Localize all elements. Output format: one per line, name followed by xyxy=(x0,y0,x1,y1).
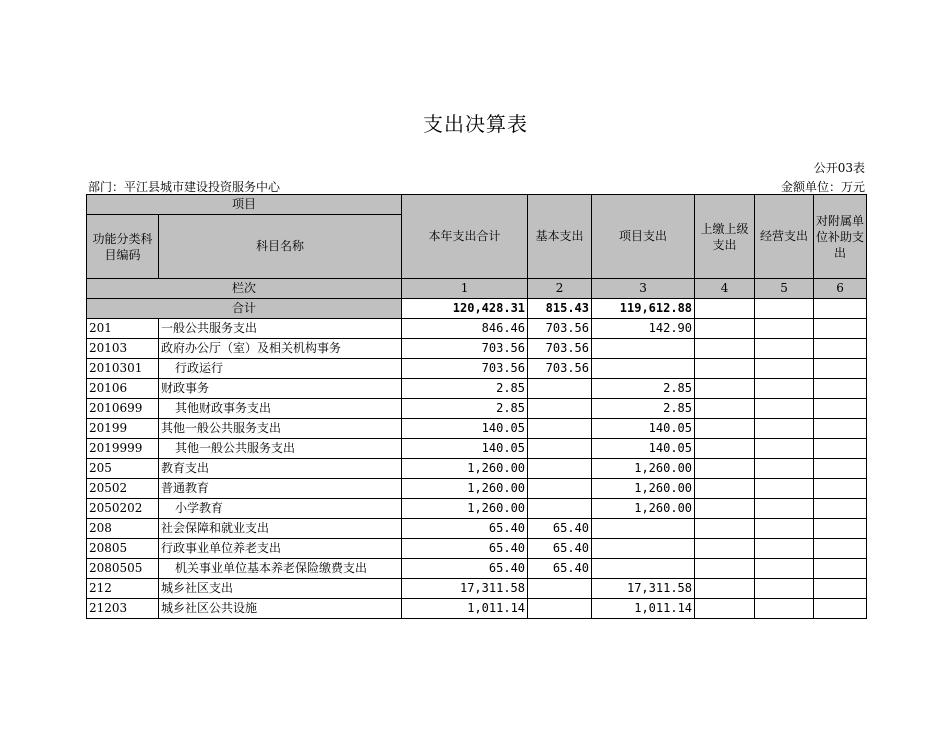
row-project xyxy=(592,359,695,379)
row-code: 201 xyxy=(87,319,159,339)
row-subsidy xyxy=(814,399,867,419)
row-code: 212 xyxy=(87,579,159,599)
col-index-3: 3 xyxy=(592,279,695,299)
row-name: 社会保障和就业支出 xyxy=(159,519,402,539)
row-code: 2050202 xyxy=(87,499,159,519)
row-code: 20106 xyxy=(87,379,159,399)
expenditure-table xyxy=(86,194,867,619)
row-project: 1,260.00 xyxy=(592,459,695,479)
row-business xyxy=(755,379,814,399)
row-total: 65.40 xyxy=(402,519,528,539)
table-row xyxy=(87,539,867,559)
row-basic xyxy=(528,579,592,599)
header-project-expense: 项目支出 xyxy=(592,195,695,279)
table-row xyxy=(87,359,867,379)
page-title: 支出决算表 xyxy=(423,112,528,136)
row-superior xyxy=(695,419,755,439)
row-name: 城乡社区公共设施 xyxy=(159,599,402,619)
sum-basic: 815.43 xyxy=(528,299,592,319)
row-total: 1,260.00 xyxy=(402,459,528,479)
row-project: 2.85 xyxy=(592,379,695,399)
row-total: 1,260.00 xyxy=(402,479,528,499)
row-total: 17,311.58 xyxy=(402,579,528,599)
row-basic: 65.40 xyxy=(528,559,592,579)
row-name: 其他财政事务支出 xyxy=(159,399,402,419)
table-row xyxy=(87,599,867,619)
row-subsidy xyxy=(814,439,867,459)
row-basic: 65.40 xyxy=(528,519,592,539)
header-business: 经营支出 xyxy=(755,195,814,279)
row-superior xyxy=(695,439,755,459)
row-name: 机关事业单位基本养老保险缴费支出 xyxy=(159,559,402,579)
row-total: 140.05 xyxy=(402,419,528,439)
row-business xyxy=(755,559,814,579)
row-subsidy xyxy=(814,459,867,479)
row-business xyxy=(755,339,814,359)
row-project: 1,011.14 xyxy=(592,599,695,619)
row-subsidy xyxy=(814,539,867,559)
row-business xyxy=(755,439,814,459)
row-name: 财政事务 xyxy=(159,379,402,399)
header-project: 项目 xyxy=(87,195,402,215)
sum-subsidy xyxy=(814,299,867,319)
row-basic xyxy=(528,379,592,399)
col-index-2: 2 xyxy=(528,279,592,299)
row-superior xyxy=(695,599,755,619)
header-total: 本年支出合计 xyxy=(402,195,528,279)
col-index-1: 1 xyxy=(402,279,528,299)
row-total: 703.56 xyxy=(402,339,528,359)
row-name: 其他一般公共服务支出 xyxy=(159,439,402,459)
sum-business xyxy=(755,299,814,319)
row-business xyxy=(755,419,814,439)
row-total: 65.40 xyxy=(402,539,528,559)
row-subsidy xyxy=(814,479,867,499)
row-project xyxy=(592,559,695,579)
table-row xyxy=(87,399,867,419)
row-name: 一般公共服务支出 xyxy=(159,319,402,339)
row-code: 2019999 xyxy=(87,439,159,459)
table-row xyxy=(87,579,867,599)
row-subsidy xyxy=(814,579,867,599)
row-code: 20199 xyxy=(87,419,159,439)
row-code: 208 xyxy=(87,519,159,539)
header-superior: 上缴上级支出 xyxy=(695,195,755,279)
col-index-5: 5 xyxy=(755,279,814,299)
row-name: 城乡社区支出 xyxy=(159,579,402,599)
row-name: 小学教育 xyxy=(159,499,402,519)
row-subsidy xyxy=(814,359,867,379)
row-superior xyxy=(695,499,755,519)
row-business xyxy=(755,459,814,479)
table-row xyxy=(87,339,867,359)
row-code: 205 xyxy=(87,459,159,479)
row-subsidy xyxy=(814,519,867,539)
row-superior xyxy=(695,539,755,559)
row-superior xyxy=(695,359,755,379)
row-subsidy xyxy=(814,499,867,519)
row-business xyxy=(755,539,814,559)
col-index-4: 4 xyxy=(695,279,755,299)
row-total: 2.85 xyxy=(402,399,528,419)
row-business xyxy=(755,579,814,599)
header-code: 功能分类科目编码 xyxy=(87,215,159,279)
row-basic xyxy=(528,419,592,439)
row-subsidy xyxy=(814,379,867,399)
row-subsidy xyxy=(814,319,867,339)
row-subsidy xyxy=(814,599,867,619)
row-business xyxy=(755,499,814,519)
row-code: 20502 xyxy=(87,479,159,499)
row-total: 65.40 xyxy=(402,559,528,579)
row-name: 政府办公厅（室）及相关机构事务 xyxy=(159,339,402,359)
sum-row xyxy=(87,299,867,319)
row-subsidy xyxy=(814,559,867,579)
table-row xyxy=(87,319,867,339)
row-basic xyxy=(528,479,592,499)
row-subsidy xyxy=(814,339,867,359)
header-column-index: 栏次 xyxy=(87,279,402,299)
table-row xyxy=(87,499,867,519)
row-business xyxy=(755,479,814,499)
department-label: 部门：平江县城市建设投资服务中心 xyxy=(88,180,281,194)
row-business xyxy=(755,359,814,379)
row-total: 1,260.00 xyxy=(402,499,528,519)
table-row xyxy=(87,439,867,459)
sum-project: 119,612.88 xyxy=(592,299,695,319)
row-project: 140.05 xyxy=(592,439,695,459)
row-business xyxy=(755,599,814,619)
row-total: 1,011.14 xyxy=(402,599,528,619)
row-superior xyxy=(695,579,755,599)
sum-label: 合计 xyxy=(87,299,402,319)
header-name: 科目名称 xyxy=(159,215,402,279)
unit-label: 金额单位：万元 xyxy=(780,180,865,194)
row-basic xyxy=(528,439,592,459)
row-superior xyxy=(695,339,755,359)
row-subsidy xyxy=(814,419,867,439)
row-name: 普通教育 xyxy=(159,479,402,499)
row-total: 2.85 xyxy=(402,379,528,399)
row-superior xyxy=(695,399,755,419)
col-index-6: 6 xyxy=(814,279,867,299)
row-project xyxy=(592,339,695,359)
row-project: 142.90 xyxy=(592,319,695,339)
table-row xyxy=(87,559,867,579)
row-project: 1,260.00 xyxy=(592,479,695,499)
row-basic: 703.56 xyxy=(528,359,592,379)
row-superior xyxy=(695,459,755,479)
table-row xyxy=(87,479,867,499)
row-basic: 65.40 xyxy=(528,539,592,559)
row-basic xyxy=(528,599,592,619)
sum-total: 120,428.31 xyxy=(402,299,528,319)
row-superior xyxy=(695,379,755,399)
row-basic: 703.56 xyxy=(528,319,592,339)
row-total: 846.46 xyxy=(402,319,528,339)
row-code: 20103 xyxy=(87,339,159,359)
row-business xyxy=(755,319,814,339)
row-basic xyxy=(528,459,592,479)
row-code: 20805 xyxy=(87,539,159,559)
row-code: 2010301 xyxy=(87,359,159,379)
row-superior xyxy=(695,319,755,339)
row-business xyxy=(755,519,814,539)
row-basic: 703.56 xyxy=(528,339,592,359)
table-code: 公开03表 xyxy=(813,161,865,175)
row-name: 行政运行 xyxy=(159,359,402,379)
row-superior xyxy=(695,519,755,539)
table-row xyxy=(87,379,867,399)
row-basic xyxy=(528,499,592,519)
row-basic xyxy=(528,399,592,419)
row-project: 140.05 xyxy=(592,419,695,439)
row-total: 140.05 xyxy=(402,439,528,459)
header-subsidy: 对附属单位补助支出 xyxy=(814,195,867,279)
row-project xyxy=(592,539,695,559)
row-name: 行政事业单位养老支出 xyxy=(159,539,402,559)
row-superior xyxy=(695,559,755,579)
row-code: 21203 xyxy=(87,599,159,619)
table-row xyxy=(87,459,867,479)
row-name: 其他一般公共服务支出 xyxy=(159,419,402,439)
row-superior xyxy=(695,479,755,499)
table-row xyxy=(87,519,867,539)
row-total: 703.56 xyxy=(402,359,528,379)
sum-superior xyxy=(695,299,755,319)
row-project: 1,260.00 xyxy=(592,499,695,519)
row-business xyxy=(755,399,814,419)
row-code: 2080505 xyxy=(87,559,159,579)
header-basic: 基本支出 xyxy=(528,195,592,279)
row-project: 17,311.58 xyxy=(592,579,695,599)
row-name: 教育支出 xyxy=(159,459,402,479)
row-project: 2.85 xyxy=(592,399,695,419)
table-row xyxy=(87,419,867,439)
row-project xyxy=(592,519,695,539)
row-code: 2010699 xyxy=(87,399,159,419)
